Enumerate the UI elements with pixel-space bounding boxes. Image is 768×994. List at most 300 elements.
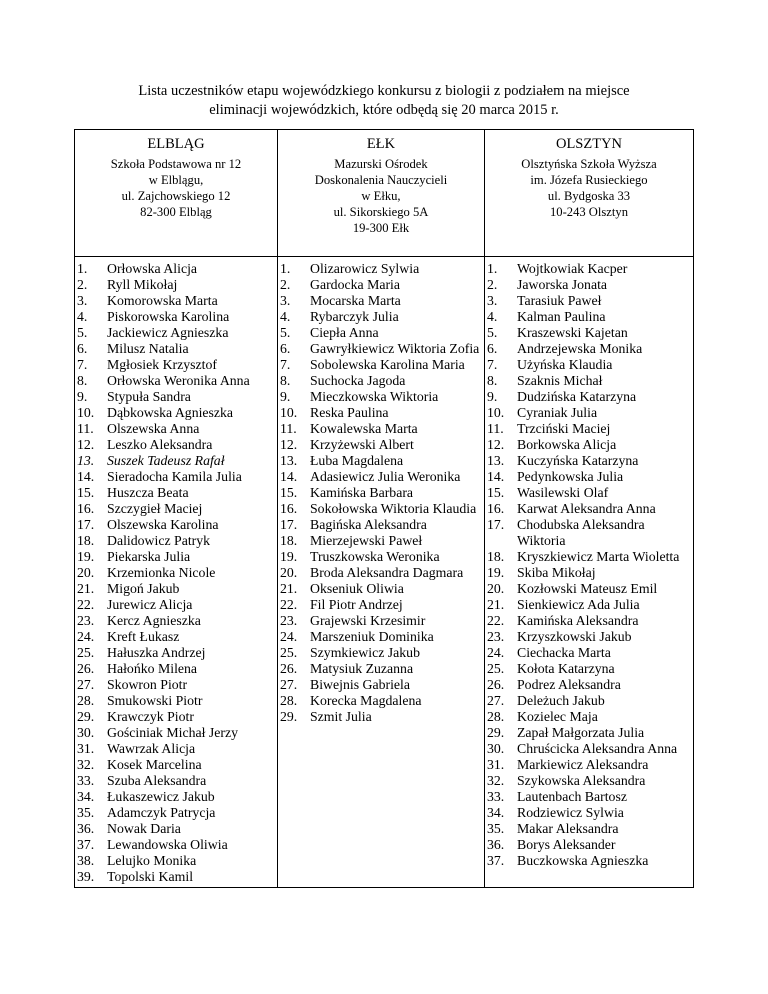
- list-item: [487, 389, 693, 405]
- item-number: 10.: [280, 405, 298, 420]
- list-item: [77, 821, 277, 837]
- item-number: 37.: [77, 837, 95, 852]
- item-number: 6.: [487, 341, 498, 356]
- list-item: [487, 789, 693, 805]
- address-line: w Ełku,: [361, 189, 401, 203]
- item-number: 29.: [487, 725, 505, 740]
- list-item: [487, 517, 693, 549]
- list-item: [77, 645, 277, 661]
- item-number: 3.: [77, 293, 88, 308]
- participant-name: Hałuszka Andrzej: [107, 645, 206, 660]
- list-item: [280, 661, 484, 677]
- participant-name: Smukowski Piotr: [107, 693, 203, 708]
- item-number: 25.: [77, 645, 95, 660]
- participant-name: Topolski Kamil: [107, 869, 194, 884]
- list-item: [77, 677, 277, 693]
- item-number: 17.: [280, 517, 298, 532]
- header-cell-elk: [278, 130, 485, 257]
- participant-name: Chodubska Aleksandra Wiktoria: [517, 517, 645, 548]
- item-number: 22.: [487, 613, 505, 628]
- list-item: [280, 261, 484, 277]
- participant-name: Jurewicz Alicja: [107, 597, 193, 612]
- list-item: [280, 549, 484, 565]
- item-number: 7.: [487, 357, 498, 372]
- list-item: [280, 293, 484, 309]
- participant-name: Kołota Katarzyna: [517, 661, 615, 676]
- participant-name: Wojtkowiak Kacper: [517, 261, 628, 276]
- item-number: 12.: [77, 437, 95, 452]
- list-item: [77, 277, 277, 293]
- item-number: 2.: [487, 277, 498, 292]
- item-number: 16.: [280, 501, 298, 516]
- participant-name: Piekarska Julia: [107, 549, 191, 564]
- item-number: 27.: [77, 677, 95, 692]
- item-number: 3.: [487, 293, 498, 308]
- participant-name: Dąbkowska Agnieszka: [107, 405, 234, 420]
- item-number: 26.: [487, 677, 505, 692]
- participant-name: Adasiewicz Julia Weronika: [310, 469, 461, 484]
- list-item: [77, 389, 277, 405]
- participant-name: Huszcza Beata: [107, 485, 189, 500]
- list-item: [487, 453, 693, 469]
- participant-name: Tarasiuk Paweł: [517, 293, 602, 308]
- item-number: 10.: [487, 405, 505, 420]
- list-item: [77, 693, 277, 709]
- participant-name: Lelujko Monika: [107, 853, 197, 868]
- participant-name: Piskorowska Karolina: [107, 309, 230, 324]
- item-number: 36.: [77, 821, 95, 836]
- address-line: w Elblągu,: [148, 173, 204, 187]
- title-line-2: eliminacji wojewódzkich, które odbędą się 20 marca 2015 r.: [209, 102, 559, 118]
- list-item: [77, 581, 277, 597]
- participant-name: Komorowska Marta: [107, 293, 218, 308]
- item-number: 38.: [77, 853, 95, 868]
- participant-name: Marszeniuk Dominika: [310, 629, 434, 644]
- item-number: 8.: [487, 373, 498, 388]
- participant-name: Wasilewski Olaf: [517, 485, 609, 500]
- list-item: [487, 421, 693, 437]
- list-item: [280, 565, 484, 581]
- list-item: [280, 645, 484, 661]
- participant-name: Broda Aleksandra Dagmara: [310, 565, 464, 580]
- venue-address: [278, 156, 484, 236]
- participant-name: Kowalewska Marta: [310, 421, 418, 436]
- list-item: [487, 709, 693, 725]
- header-cell-olsztyn: [485, 130, 694, 257]
- participant-name: Rodziewicz Sylwia: [517, 805, 624, 820]
- participant-name: Lautenbach Bartosz: [517, 789, 627, 804]
- item-number: 14.: [280, 469, 298, 484]
- list-item: [77, 341, 277, 357]
- participant-name: Biwejnis Gabriela: [310, 677, 411, 692]
- item-number: 5.: [77, 325, 88, 340]
- list-item: [77, 597, 277, 613]
- participant-name: Gawryłkiewicz Wiktoria Zofia: [310, 341, 480, 356]
- participant-name: Olszewska Karolina: [107, 517, 219, 532]
- item-number: 16.: [487, 501, 505, 516]
- address-line: Olsztyńska Szkoła Wyższa: [521, 157, 657, 171]
- participant-name: Sienkiewicz Ada Julia: [517, 597, 640, 612]
- participant-name: Kraszewski Kajetan: [517, 325, 628, 340]
- list-item: [487, 837, 693, 853]
- list-item: [487, 501, 693, 517]
- list-row: [75, 257, 694, 888]
- participant-name: Skiba Mikołaj: [517, 565, 596, 580]
- list-item: [487, 341, 693, 357]
- list-item: [487, 613, 693, 629]
- participant-name: Skowron Piotr: [107, 677, 188, 692]
- participant-name: Sokołowska Wiktoria Klaudia: [310, 501, 477, 516]
- item-number: 16.: [77, 501, 95, 516]
- item-number: 20.: [487, 581, 505, 596]
- list-item: [77, 741, 277, 757]
- list-item: [280, 453, 484, 469]
- list-item: [280, 405, 484, 421]
- list-item: [280, 517, 484, 533]
- item-number: 32.: [487, 773, 505, 788]
- participant-name: Leszko Aleksandra: [107, 437, 213, 452]
- item-number: 26.: [280, 661, 298, 676]
- item-number: 3.: [280, 293, 291, 308]
- list-item: [280, 629, 484, 645]
- item-number: 31.: [487, 757, 505, 772]
- list-item: [487, 309, 693, 325]
- item-number: 13.: [77, 453, 95, 468]
- participant-name: Hałońko Milena: [107, 661, 198, 676]
- list-item: [487, 357, 693, 373]
- item-number: 13.: [280, 453, 298, 468]
- participant-name: Szaknis Michał: [517, 373, 603, 388]
- item-number: 36.: [487, 837, 505, 852]
- list-item: [280, 597, 484, 613]
- item-number: 14.: [487, 469, 505, 484]
- participant-name: Adamczyk Patrycja: [107, 805, 216, 820]
- item-number: 23.: [487, 629, 505, 644]
- list-item: [280, 277, 484, 293]
- participant-name: Matysiuk Zuzanna: [310, 661, 414, 676]
- item-number: 31.: [77, 741, 95, 756]
- item-number: 7.: [280, 357, 291, 372]
- item-number: 27.: [280, 677, 298, 692]
- list-item: [487, 629, 693, 645]
- item-number: 11.: [77, 421, 94, 436]
- participant-name: Fil Piotr Andrzej: [310, 597, 403, 612]
- item-number: 22.: [280, 597, 298, 612]
- item-number: 9.: [487, 389, 498, 404]
- list-item: [487, 549, 693, 565]
- item-number: 9.: [280, 389, 291, 404]
- participant-name: Jackiewicz Agnieszka: [107, 325, 229, 340]
- item-number: 19.: [77, 549, 95, 564]
- item-number: 35.: [487, 821, 505, 836]
- participant-name: Kercz Agnieszka: [107, 613, 201, 628]
- item-number: 10.: [77, 405, 95, 420]
- item-number: 24.: [77, 629, 95, 644]
- item-number: 28.: [280, 693, 298, 708]
- participant-name: Szykowska Aleksandra: [517, 773, 646, 788]
- participant-name: Kamińska Aleksandra: [517, 613, 639, 628]
- list-item: [280, 693, 484, 709]
- participant-name: Okseniuk Oliwia: [310, 581, 404, 596]
- list-item: [77, 789, 277, 805]
- list-item: [77, 325, 277, 341]
- participant-name: Szmit Julia: [310, 709, 372, 724]
- participant-name: Suszek Tadeusz Rafał: [107, 453, 225, 468]
- item-number: 18.: [77, 533, 95, 548]
- list-item: [487, 773, 693, 789]
- item-number: 8.: [280, 373, 291, 388]
- participant-name: Grajewski Krzesimir: [310, 613, 426, 628]
- participant-name: Deleżuch Jakub: [517, 693, 605, 708]
- list-item: [487, 757, 693, 773]
- participant-name: Cyraniak Julia: [517, 405, 598, 420]
- item-number: 19.: [280, 549, 298, 564]
- participant-name: Gardocka Maria: [310, 277, 401, 292]
- list-item: [77, 837, 277, 853]
- list-item: [280, 677, 484, 693]
- participant-name: Krzyżewski Albert: [310, 437, 414, 452]
- item-number: 5.: [487, 325, 498, 340]
- participant-name: Truszkowska Weronika: [310, 549, 440, 564]
- participant-name: Szczygieł Maciej: [107, 501, 203, 516]
- list-item: [280, 357, 484, 373]
- item-number: 9.: [77, 389, 88, 404]
- participant-name: Dudzińska Katarzyna: [517, 389, 637, 404]
- item-number: 17.: [487, 517, 505, 532]
- list-item: [487, 645, 693, 661]
- participant-name: Użyńska Klaudia: [517, 357, 613, 372]
- item-number: 18.: [487, 549, 505, 564]
- participant-name: Mgłosiek Krzysztof: [107, 357, 217, 372]
- participants-cell-elk: [278, 257, 485, 888]
- participant-name: Olszewska Anna: [107, 421, 200, 436]
- participant-name: Łuba Magdalena: [310, 453, 404, 468]
- participant-name: Andrzejewska Monika: [517, 341, 643, 356]
- item-number: 2.: [280, 277, 291, 292]
- participant-name: Borkowska Alicja: [517, 437, 617, 452]
- participant-name: Kreft Łukasz: [107, 629, 180, 644]
- list-item: [280, 309, 484, 325]
- item-number: 1.: [77, 261, 88, 276]
- venue-address: [485, 156, 693, 220]
- list-item: [77, 405, 277, 421]
- item-number: 13.: [487, 453, 505, 468]
- participant-name: Suchocka Jagoda: [310, 373, 406, 388]
- item-number: 17.: [77, 517, 95, 532]
- list-item: [77, 421, 277, 437]
- list-item: [77, 309, 277, 325]
- participant-name: Ciechacka Marta: [517, 645, 611, 660]
- participant-name: Łukaszewicz Jakub: [107, 789, 215, 804]
- participant-name: Pedynkowska Julia: [517, 469, 624, 484]
- item-number: 11.: [280, 421, 297, 436]
- list-item: [487, 725, 693, 741]
- list-item: [280, 389, 484, 405]
- participant-name: Orłowska Alicja: [107, 261, 198, 276]
- address-line: Mazurski Ośrodek: [334, 157, 428, 171]
- document-title: [0, 82, 768, 120]
- item-number: 19.: [487, 565, 505, 580]
- list-item: [280, 709, 484, 725]
- participant-name: Korecka Magdalena: [310, 693, 422, 708]
- list-item: [77, 293, 277, 309]
- item-number: 4.: [280, 309, 291, 324]
- list-item: [487, 261, 693, 277]
- participant-name: Wawrzak Alicja: [107, 741, 196, 756]
- participant-list: [485, 261, 693, 871]
- item-number: 28.: [487, 709, 505, 724]
- item-number: 20.: [77, 565, 95, 580]
- participant-name: Kalman Paulina: [517, 309, 606, 324]
- item-number: 30.: [487, 741, 505, 756]
- participant-name: Stypuła Sandra: [107, 389, 191, 404]
- list-item: [77, 565, 277, 581]
- list-item: [487, 741, 693, 757]
- participant-name: Makar Aleksandra: [517, 821, 619, 836]
- item-number: 15.: [280, 485, 298, 500]
- item-number: 11.: [487, 421, 504, 436]
- item-number: 27.: [487, 693, 505, 708]
- participant-list: [278, 261, 484, 727]
- participant-name: Ciepła Anna: [310, 325, 379, 340]
- list-item: [487, 661, 693, 677]
- list-item: [487, 437, 693, 453]
- item-number: 21.: [77, 581, 95, 596]
- list-item: [280, 469, 484, 485]
- list-item: [77, 485, 277, 501]
- list-item: [77, 613, 277, 629]
- venue-address: [75, 156, 277, 220]
- list-item: [280, 437, 484, 453]
- participant-name: Lewandowska Oliwia: [107, 837, 228, 852]
- participant-name: Rybarczyk Julia: [310, 309, 399, 324]
- participant-name: Trzciński Maciej: [517, 421, 611, 436]
- item-number: 24.: [280, 629, 298, 644]
- list-item: [487, 373, 693, 389]
- item-number: 24.: [487, 645, 505, 660]
- item-number: 29.: [77, 709, 95, 724]
- participant-name: Kozłowski Mateusz Emil: [517, 581, 658, 596]
- list-item: [77, 453, 277, 469]
- list-item: [280, 613, 484, 629]
- participant-name: Milusz Natalia: [107, 341, 189, 356]
- list-item: [77, 517, 277, 533]
- list-item: [77, 373, 277, 389]
- list-item: [487, 469, 693, 485]
- participant-name: Zapał Małgorzata Julia: [517, 725, 645, 740]
- address-line: ul. Sikorskiego 5A: [333, 205, 429, 219]
- list-item: [77, 773, 277, 789]
- participant-name: Sobolewska Karolina Maria: [310, 357, 465, 372]
- participant-name: Krawczyk Piotr: [107, 709, 194, 724]
- item-number: 23.: [280, 613, 298, 628]
- item-number: 12.: [487, 437, 505, 452]
- participant-name: Gościniak Michał Jerzy: [107, 725, 239, 740]
- item-number: 35.: [77, 805, 95, 820]
- list-item: [77, 549, 277, 565]
- participant-name: Szuba Aleksandra: [107, 773, 207, 788]
- address-line: ul. Bydgoska 33: [547, 189, 631, 203]
- list-item: [487, 277, 693, 293]
- participant-name: Bagińska Aleksandra: [310, 517, 427, 532]
- participant-name: Krzemionka Nicole: [107, 565, 216, 580]
- item-number: 34.: [487, 805, 505, 820]
- list-item: [280, 373, 484, 389]
- participant-list: [75, 261, 277, 887]
- participant-name: Olizarowicz Sylwia: [310, 261, 420, 276]
- participant-name: Migoń Jakub: [107, 581, 180, 596]
- item-number: 1.: [487, 261, 498, 276]
- address-line: 82-300 Elbląg: [140, 205, 212, 219]
- item-number: 20.: [280, 565, 298, 580]
- list-item: [487, 821, 693, 837]
- header-row: [75, 130, 694, 257]
- list-item: [77, 469, 277, 485]
- item-number: 6.: [77, 341, 88, 356]
- list-item: [77, 869, 277, 885]
- list-item: [77, 853, 277, 869]
- item-number: 26.: [77, 661, 95, 676]
- item-number: 33.: [77, 773, 95, 788]
- item-number: 22.: [77, 597, 95, 612]
- item-number: 25.: [280, 645, 298, 660]
- list-item: [280, 421, 484, 437]
- item-number: 4.: [487, 309, 498, 324]
- item-number: 39.: [77, 869, 95, 884]
- participants-table: [74, 129, 694, 888]
- participant-name: Jaworska Jonata: [517, 277, 608, 292]
- participants-cell-elblag: [75, 257, 278, 888]
- item-number: 2.: [77, 277, 88, 292]
- list-item: [280, 341, 484, 357]
- list-item: [487, 325, 693, 341]
- list-item: [77, 357, 277, 373]
- participant-name: Markiewicz Aleksandra: [517, 757, 649, 772]
- item-number: 1.: [280, 261, 291, 276]
- item-number: 28.: [77, 693, 95, 708]
- address-line: Doskonalenia Nauczycieli: [314, 173, 448, 187]
- item-number: 6.: [280, 341, 291, 356]
- item-number: 30.: [77, 725, 95, 740]
- list-item: [77, 533, 277, 549]
- participant-name: Szymkiewicz Jakub: [310, 645, 420, 660]
- item-number: 37.: [487, 853, 505, 868]
- item-number: 29.: [280, 709, 298, 724]
- list-item: [487, 693, 693, 709]
- header-cell-elblag: [75, 130, 278, 257]
- participant-name: Nowak Daria: [107, 821, 181, 836]
- participant-name: Mocarska Marta: [310, 293, 401, 308]
- list-item: [487, 677, 693, 693]
- list-item: [280, 501, 484, 517]
- item-number: 14.: [77, 469, 95, 484]
- address-line: im. Józefa Rusieckiego: [530, 173, 648, 187]
- list-item: [77, 757, 277, 773]
- item-number: 23.: [77, 613, 95, 628]
- item-number: 25.: [487, 661, 505, 676]
- list-item: [487, 805, 693, 821]
- list-item: [487, 485, 693, 501]
- list-item: [280, 533, 484, 549]
- participant-name: Ryll Mikołaj: [107, 277, 178, 292]
- participant-name: Mieczkowska Wiktoria: [310, 389, 439, 404]
- participant-name: Kuczyńska Katarzyna: [517, 453, 639, 468]
- address-line: 19-300 Ełk: [352, 221, 410, 235]
- item-number: 32.: [77, 757, 95, 772]
- list-item: [487, 853, 693, 869]
- item-number: 15.: [487, 485, 505, 500]
- item-number: 12.: [280, 437, 298, 452]
